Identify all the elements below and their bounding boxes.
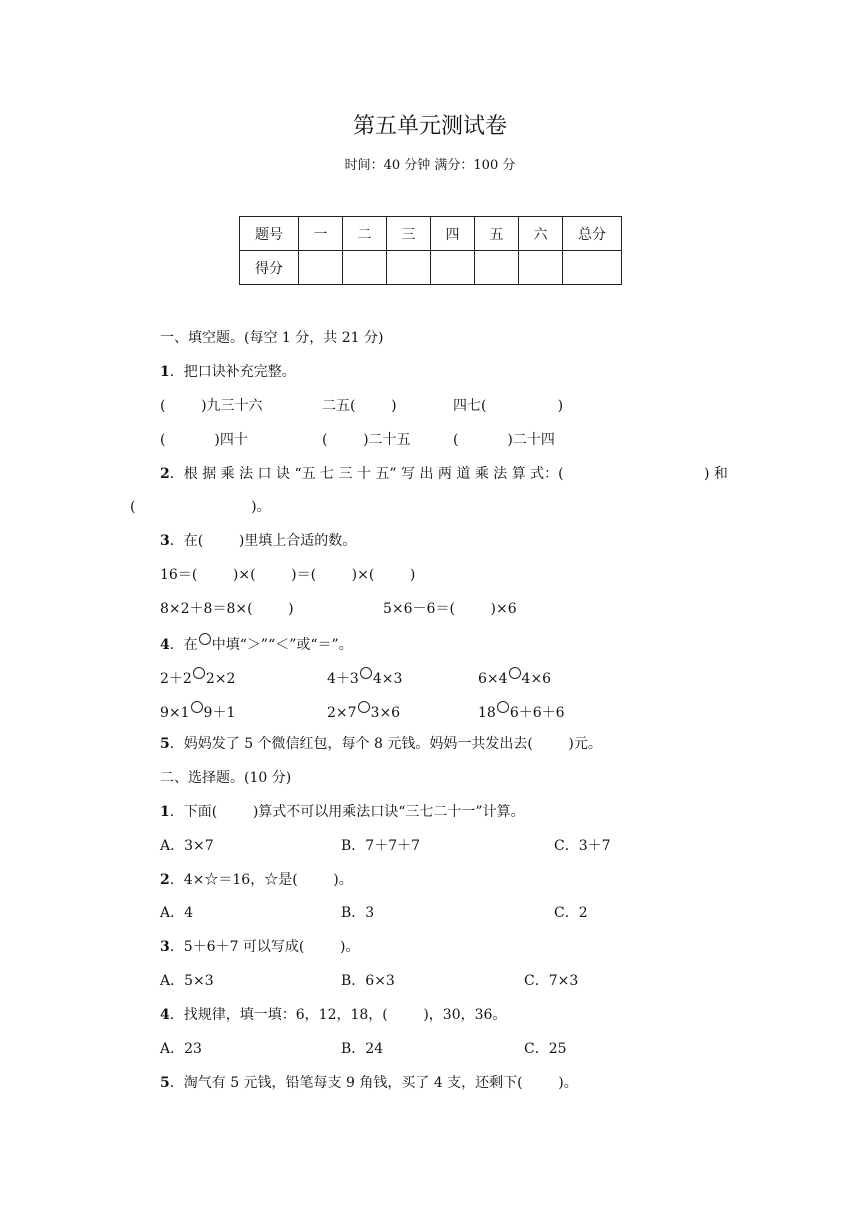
score-input-cell[interactable] xyxy=(431,251,475,285)
section-heading-fill-blank: 一、填空题。(每空 1 分，共 21 分) xyxy=(160,330,384,346)
question-number: 3 xyxy=(160,533,170,549)
option-c[interactable]: C．3＋7 xyxy=(554,838,611,854)
circle-icon[interactable] xyxy=(509,667,521,679)
score-cell: 五 xyxy=(475,217,519,251)
question-1-2 xyxy=(160,464,564,484)
score-cell: 三 xyxy=(387,217,431,251)
circle-icon[interactable] xyxy=(358,701,370,713)
question-2-5 xyxy=(160,1073,578,1093)
option-c[interactable]: C．25 xyxy=(524,1041,567,1057)
question-number: 3 xyxy=(160,939,170,955)
question-number: 2 xyxy=(160,872,170,888)
score-input-cell[interactable] xyxy=(299,251,343,285)
question-1-3 xyxy=(160,531,356,551)
option-a[interactable]: A．3×7 xyxy=(160,838,214,854)
score-table xyxy=(239,216,622,285)
question-text: ．把口诀补充完整。 xyxy=(169,364,296,380)
question-text: ．根 据 乘 法 口 诀 “五 七 三 十 五” 写 出 两 道 乘 法 算 式：( xyxy=(169,466,564,482)
option-b[interactable]: B．24 xyxy=(341,1041,384,1057)
score-input-cell[interactable] xyxy=(519,251,563,285)
option-c[interactable]: C．2 xyxy=(554,905,588,921)
question-text: ．淘气有 5 元钱，铅笔每支 9 角钱，买了 4 支，还剩下( )。 xyxy=(169,1075,578,1091)
question-number: 2 xyxy=(160,466,170,482)
equation: 16＝( )×( )＝( )×( ) xyxy=(160,567,416,583)
compare-item: 9×1 9＋1 xyxy=(160,701,235,723)
blank-item: ( )九三十六 xyxy=(160,398,263,414)
section-heading-choice: 二、选择题。(10 分) xyxy=(160,770,292,786)
question-text: ．5＋6＋7 可以写成( )。 xyxy=(169,939,360,955)
question-1-4 xyxy=(160,633,353,655)
question-number: 5 xyxy=(160,1075,170,1091)
circle-icon[interactable] xyxy=(193,667,205,679)
question-number: 5 xyxy=(160,736,170,752)
option-a[interactable]: A．4 xyxy=(160,905,194,921)
question-text: 中填“＞”“＜”或“＝”。 xyxy=(211,637,353,653)
score-input-cell[interactable] xyxy=(563,251,622,285)
option-b[interactable]: B．6×3 xyxy=(341,973,395,989)
question-text: ．找规律，填一填：6，12，18，( )，30，36。 xyxy=(169,1007,507,1023)
option-a[interactable]: A．23 xyxy=(160,1041,202,1057)
score-cell: 六 xyxy=(519,217,563,251)
compare-item: 4＋3 4×3 xyxy=(327,667,402,689)
blank-item: ( )二十四 xyxy=(453,432,555,448)
compare-item: 18 6＋6＋6 xyxy=(478,701,565,723)
score-cell: 一 xyxy=(299,217,343,251)
question-text: ．在 xyxy=(169,637,198,653)
circle-icon[interactable] xyxy=(360,667,372,679)
option-b[interactable]: B．7＋7＋7 xyxy=(341,838,421,854)
equation: 8×2＋8＝8×( ) xyxy=(160,601,294,617)
blank-item: ( )四十 xyxy=(160,432,248,448)
score-input-cell[interactable] xyxy=(475,251,519,285)
question-text: ．下面( )算式不可以用乘法口诀“三七二十一”计算。 xyxy=(169,804,525,820)
question-text-end: ) 和 xyxy=(704,466,728,482)
score-cell: 四 xyxy=(431,217,475,251)
blank-item: ( )。 xyxy=(130,499,271,515)
question-number: 1 xyxy=(160,364,170,380)
score-cell-label: 题号 xyxy=(240,217,299,251)
score-input-cell[interactable] xyxy=(343,251,387,285)
question-1-1 xyxy=(160,362,296,382)
question-2-4 xyxy=(160,1005,506,1025)
score-input-cell[interactable] xyxy=(387,251,431,285)
blank-item: 四七( ) xyxy=(453,398,564,414)
score-cell-label: 得分 xyxy=(240,251,299,285)
circle-icon[interactable] xyxy=(191,701,203,713)
score-table-header-row xyxy=(240,217,622,251)
compare-item: 6×4 4×6 xyxy=(478,667,551,689)
option-a[interactable]: A．5×3 xyxy=(160,973,214,989)
question-text: ．在( )里填上合适的数。 xyxy=(169,533,357,549)
circle-icon xyxy=(199,633,211,645)
equation: 5×6－6＝( )×6 xyxy=(383,601,517,617)
compare-item: 2＋2 2×2 xyxy=(160,667,235,689)
question-2-3 xyxy=(160,937,359,957)
blank-item: ( )二十五 xyxy=(322,432,411,448)
question-number: 1 xyxy=(160,804,170,820)
question-text: ．4×☆＝16，☆是( )。 xyxy=(169,872,353,888)
question-text: ．妈妈发了 5 个微信红包，每个 8 元钱。妈妈一共发出去( )元。 xyxy=(169,736,602,752)
option-c[interactable]: C．7×3 xyxy=(524,973,579,989)
compare-item: 2×7 3×6 xyxy=(327,701,400,723)
question-2-2 xyxy=(160,870,353,890)
page-title: 第五单元测试卷 xyxy=(352,114,507,139)
question-number: 4 xyxy=(160,637,170,653)
circle-icon[interactable] xyxy=(497,701,509,713)
page-subtitle: 时间：40 分钟 满分：100 分 xyxy=(344,158,516,173)
score-table-score-row xyxy=(240,251,622,285)
question-number: 4 xyxy=(160,1007,170,1023)
question-2-1 xyxy=(160,802,525,822)
question-1-5 xyxy=(160,734,602,754)
option-b[interactable]: B．3 xyxy=(341,905,375,921)
score-cell-total: 总分 xyxy=(563,217,622,251)
score-cell: 二 xyxy=(343,217,387,251)
blank-item: 二五( ) xyxy=(322,398,397,414)
